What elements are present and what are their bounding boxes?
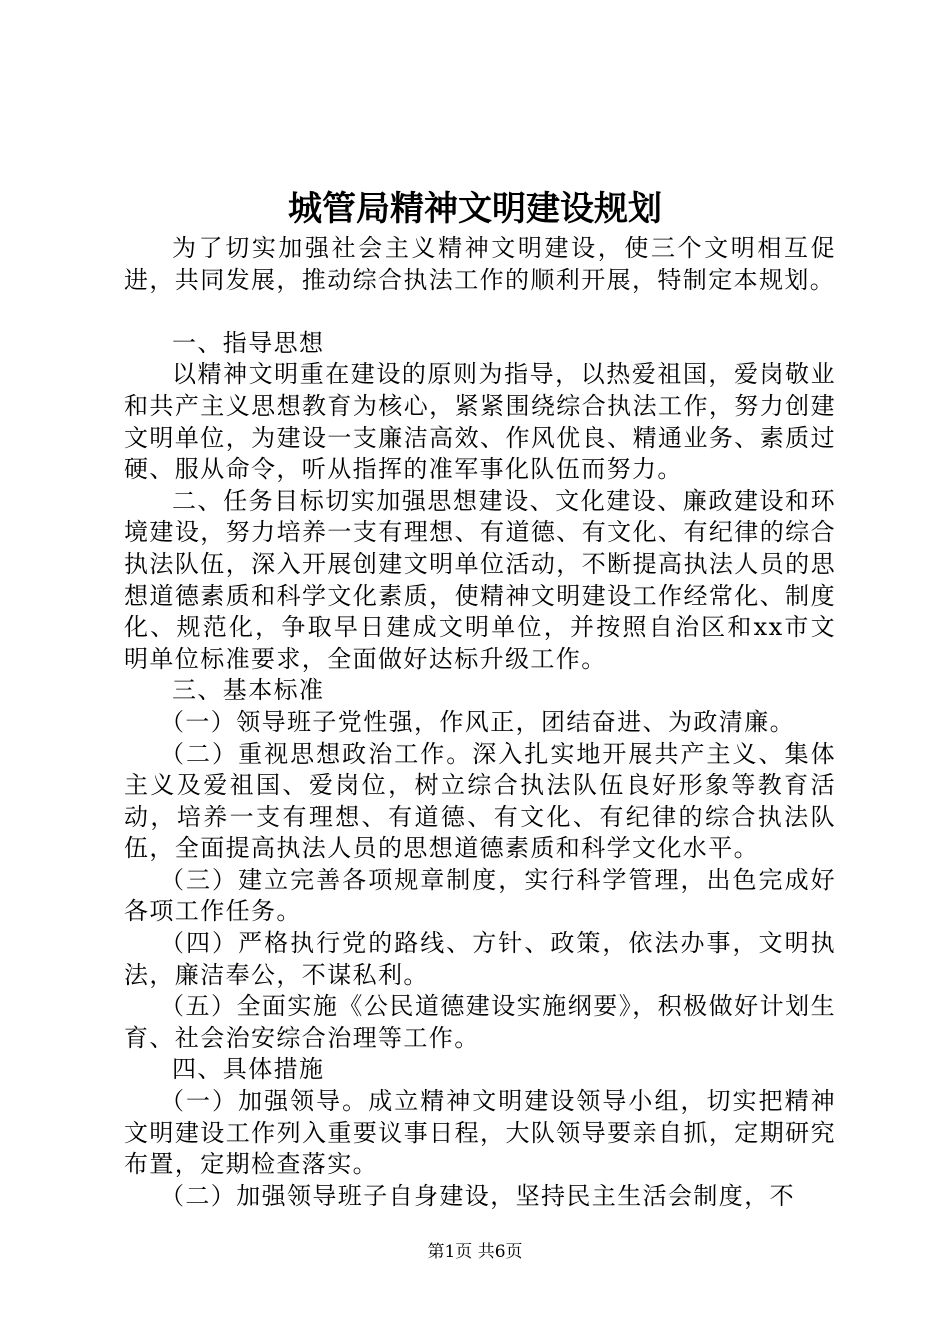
standard-item-4: （四）严格执行党的路线、方针、政策，依法办事，文明执法，廉洁奉公，不谋私利。 xyxy=(124,929,836,989)
document-title: 城管局精神文明建设规划 xyxy=(288,189,662,229)
section-heading-specific-measures: 四、具体措施 xyxy=(172,1055,325,1084)
standard-item-1: （一）领导班子党性强，作风正，团结奋进、为政清廉。 xyxy=(160,707,795,736)
paragraph-guiding-thought: 以精神文明重在建设的原则为指导，以热爱祖国，爱岗敬业和共产主义思想教育为核心，紧紧围绕综合执法工作，努力创建文明单位，为建设一支廉洁高效、作风优良、精通业务、素质过硬、服从命令，听从指挥的准军事化队伍而努力。 xyxy=(124,360,836,484)
section-heading-guiding-thought: 一、指导思想 xyxy=(172,328,325,357)
standard-item-2: （二）重视思想政治工作。深入扎实地开展共产主义、集体主义及爱祖国、爱岗位，树立综合执法队伍良好形象等教育活动，培养一支有理想、有道德、有文化、有纪律的综合执法队伍，全面提高执法人员的思想道德素质和科学文化水平。 xyxy=(124,739,836,863)
section-heading-basic-standards: 三、基本标准 xyxy=(172,676,325,705)
page-number-footer: 第1页 共6页 xyxy=(427,1242,523,1262)
document-body xyxy=(124,233,836,1212)
standard-item-5: （五）全面实施《公民道德建设实施纲要》，积极做好计划生育、社会治安综合治理等工作。 xyxy=(124,992,836,1052)
measure-item-1: （一）加强领导。成立精神文明建设领导小组，切实把精神文明建设工作列入重要议事日程，大队领导要亲自抓，定期研究布置，定期检查落实。 xyxy=(124,1087,836,1179)
measure-item-2: （二）加强领导班子自身建设，坚持民主生活会制度，不 xyxy=(160,1181,795,1210)
paragraph-task-goals: 二、任务目标切实加强思想建设、文化建设、廉政建设和环境建设，努力培养一支有理想、有道德、有文化、有纪律的综合执法队伍，深入开展创建文明单位活动，不断提高执法人员的思想道德素质和科学文化素质，使精神文明建设工作经常化、制度化、规范化，争取早日建成文明单位，并按照自治区和xx市文明单位标准要求，全面做好达标升级工作。 xyxy=(124,486,836,673)
standard-item-3: （三）建立完善各项规章制度，实行科学管理，出色完成好各项工作任务。 xyxy=(124,865,836,926)
intro-paragraph: 为了切实加强社会主义精神文明建设，使三个文明相互促进，共同发展，推动综合执法工作的顺利开展，特制定本规划。 xyxy=(124,234,836,294)
